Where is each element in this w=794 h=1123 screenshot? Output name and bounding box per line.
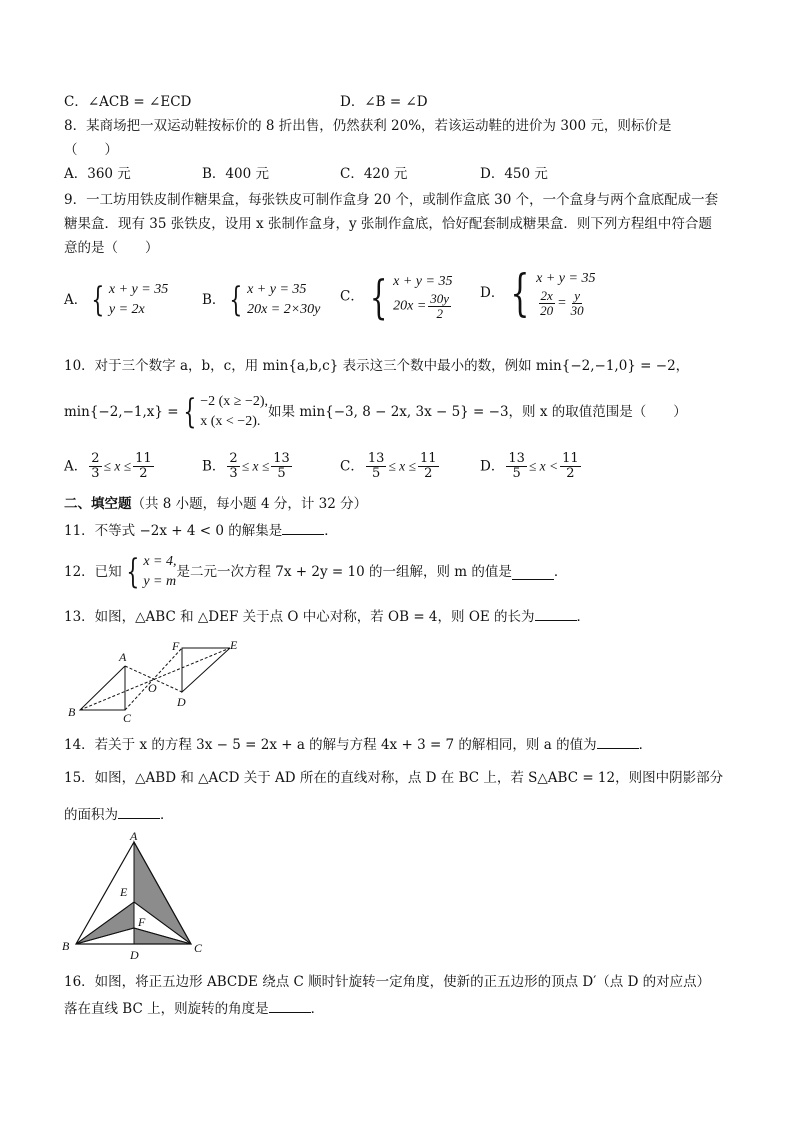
fraction [133,452,154,481]
q15-end: ． [160,807,174,823]
q10-def-left: min{−2,−1,x} = [64,404,179,420]
q16-end: ． [310,1001,325,1017]
num: 13 [273,451,290,466]
q12-eq1: x = 4, [143,554,177,569]
q8-option-a: A．360 元 [64,166,131,182]
den: 5 [512,466,521,481]
brace-icon: { [369,269,388,324]
q16-answer-blank [269,998,311,1013]
q13-label-d: D [177,695,186,709]
fraction [418,452,439,481]
q9-option-c-eq1: x + y = 35 [393,274,453,289]
q9-option-d-label: D． [480,285,505,301]
q9-option-a-eq2: y = 2x [108,302,145,317]
q9-option-c-den: 2 [436,306,443,321]
q12 [64,552,567,592]
q15-label-f: F [138,915,146,929]
q9-option-a-label: A． [64,292,88,308]
q9-stem-line3: 意的是（ ） [64,240,159,256]
q13-label-a: A [119,650,127,664]
q9-option-d-eq: = [557,295,567,310]
num: 2 [229,451,238,466]
q10-def-case2: x (x < −2). [200,414,261,429]
q8-option-b: B．400 元 [202,166,269,182]
q9-stem-line2: 糖果盒．现有 35 张铁皮，设用 x 张制作盒身，y 张制作盒底，恰好配套制成糖果盒．则下列方程组中符合题 [64,216,712,232]
q13-end: ． [576,609,591,625]
q9-option-d-den2: 30 [570,302,584,318]
q12-answer-blank [512,565,554,580]
brace-icon: { [510,264,530,322]
q15-label-e: E [120,885,128,899]
q9-option-c [340,269,453,324]
q9-option-d-fraction2 [569,289,586,318]
q10-option-a-label: A． [64,458,88,475]
q8-option-d: D．450 元 [480,166,548,182]
q10-option-b-mid: ≤ x ≤ [241,458,270,474]
q16-line2 [64,998,324,1019]
q10-option-b [202,452,294,481]
q8-paren: （ ） [64,142,118,158]
q13-label-o: O [148,681,157,695]
q9-option-c-eq2-left: 20x = [393,298,427,314]
q13-label-b: B [68,705,76,719]
q14 [64,734,652,755]
q11-text: 11．不等式 −2x + 4 < 0 的解集是 [64,523,283,539]
q13-label-f: F [172,639,180,653]
brace-icon: { [229,280,243,320]
q11 [64,520,338,541]
den: 5 [371,466,381,481]
q15-line1: 15．如图，△ABD 和 △ACD 关于 AD 所在的直线对称，点 D 在 BC 上，若 S△ABC = 12，则图中阴影部分 [64,770,724,786]
q13-figure [60,636,250,726]
brace-icon: { [126,552,139,592]
num: 11 [419,451,437,466]
q10-option-c [340,452,441,481]
q15-label-d: D [130,948,139,962]
q10-option-c-label: C． [340,458,364,475]
q9-stem-line1: 9．一工坊用铁皮制作糖果盒，每张铁皮可制作盒身 20 个，或制作盒底 30 个，一个盒身与两个盒底配成一套 [64,192,719,208]
q13 [64,606,590,627]
q9-option-d [480,264,596,322]
fraction [506,452,527,481]
q9-option-d-fraction1 [538,289,555,318]
q13-answer-blank [535,606,577,621]
q8-stem: 8．某商场把一双运动鞋按标价的 8 折出售，仍然获利 20%，若该运动鞋的进价为 300 元，则标价是 [64,118,672,134]
q10-def-cases [200,392,268,432]
q15-figure [58,830,208,962]
q10-option-a-mid: ≤ x ≤ [103,458,132,474]
q9-option-a [64,280,168,320]
q7-option-c: C．∠ACB = ∠ECD [64,94,192,110]
q10-option-b-label: B． [202,458,226,475]
section-2-title: 二、填空题 [64,496,132,512]
q9-option-b-label: B． [202,292,226,308]
fraction [560,452,581,481]
q16-line1: 16．如图，将正五边形 ABCDE 绕点 C 顺时针旋转一定角度，使新的正五边形的顶点 D′（点 D 的对应点） [64,974,711,990]
den: 3 [229,466,238,481]
q10-option-d-label: D． [480,458,505,475]
q14-text: 14．若关于 x 的方程 3x − 5 = 2x + a 的解与方程 4x + 3 = 7 的解相同，则 a 的值为 [64,737,597,753]
q14-answer-blank [597,734,639,749]
num: 11 [135,451,152,466]
fraction [89,452,101,481]
q12-prefix: 12．已知 [64,564,122,580]
q13-line-cf [125,648,182,710]
q13-label-c: C [123,711,132,725]
q16-line2-text: 落在直线 BC 上，则旋转的角度是 [64,1001,269,1017]
q10-option-d [480,452,583,481]
q10-option-a [64,452,156,481]
q10-def-case1: −2 (x ≥ −2), [200,394,269,409]
num: 11 [562,451,579,466]
q8-option-c: C．420 元 [340,166,408,182]
q12-end: ． [553,564,568,580]
q15-label-a: A [130,830,138,843]
q9-option-b-eq1: x + y = 35 [247,282,307,297]
q12-eq2: y = m [143,574,177,589]
q9-option-c-system [393,272,453,321]
den: 3 [91,466,100,481]
section-2-header [64,494,367,514]
q9-option-b [202,280,320,320]
num: 13 [367,451,385,466]
q7-option-d: D．∠B = ∠D [340,94,428,110]
q14-end: ． [638,737,653,753]
q9-option-d-den1: 20 [540,302,554,318]
q9-option-c-num: 30y [430,291,450,306]
den: 2 [424,466,433,481]
q12-middle: 是二元一次方程 7x + 2y = 10 的一组解，则 m 的值是 [176,564,512,580]
q9-option-b-eq2: 20x = 2×30y [247,302,321,317]
q13-triangle-def [182,648,230,692]
fraction [366,452,387,481]
brace-icon: { [182,392,196,432]
q10-stem-line1: 10．对于三个数字 a，b，c，用 min{a,b,c} 表示这三个数中最小的数，例如 min{−2,−1,0} = −2， [64,358,690,374]
q12-system [143,552,176,592]
fraction [227,452,239,481]
q11-end: ． [324,523,338,539]
den: 2 [139,466,148,481]
q9-option-a-eq1: x + y = 35 [108,282,169,297]
section-2-note: （共 8 小题，每小题 4 分，计 32 分） [131,496,368,512]
q13-line-be [80,648,230,710]
q9-option-c-fraction [428,292,451,321]
q9-option-c-label: C． [340,288,364,305]
q11-answer-blank [282,520,324,535]
num: 2 [91,451,100,466]
q10-option-c-mid: ≤ x ≤ [388,458,416,474]
q9-option-d-num2: y [574,287,580,303]
q15-line2-text: 的面积为 [64,807,118,823]
q9-option-b-system [247,280,320,320]
q9-option-a-system [109,280,168,320]
den: 2 [566,466,575,481]
q9-option-d-num1: 2x [540,287,553,303]
q13-text: 13．如图，△ABC 和 △DEF 关于点 O 中心对称，若 OB = 4，则 OE 的长为 [64,609,535,625]
q15-label-b: B [62,939,70,953]
q15-line2 [64,804,174,825]
q13-label-e: E [230,638,238,652]
q10-definition [64,392,687,432]
q15-answer-blank [118,804,160,819]
fraction [271,452,292,481]
q13-triangle-abc [80,666,125,710]
q15-label-c: C [194,941,203,955]
num: 13 [508,451,525,466]
q10-option-d-mid: ≤ x < [528,458,559,474]
brace-icon: { [91,280,105,320]
q9-option-d-eq1: x + y = 35 [536,270,596,286]
q10-def-right: 如果 min{−3, 8 − 2x, 3x − 5} = −3，则 x 的取值范围是（ ） [268,404,687,420]
q9-option-d-system [536,269,595,318]
den: 5 [277,466,286,481]
